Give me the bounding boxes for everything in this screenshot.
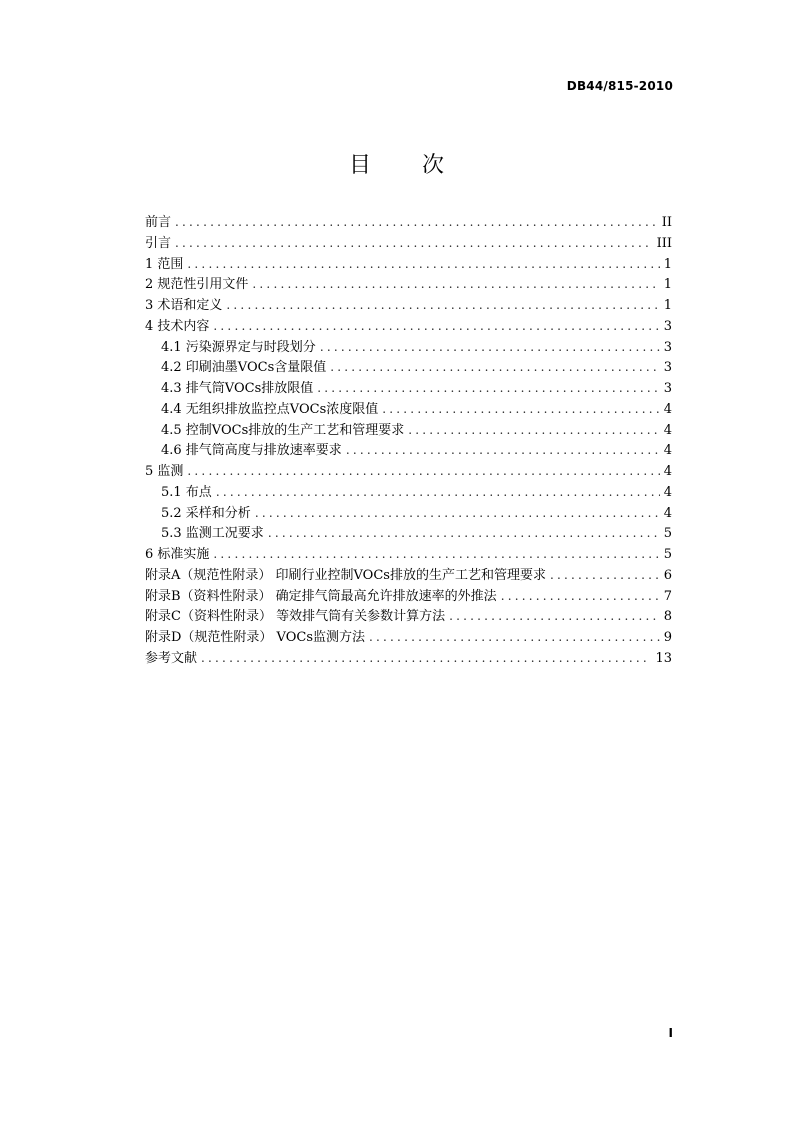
toc-entry[interactable] bbox=[145, 586, 672, 607]
toc-entry-label: 5.2 采样和分析 bbox=[161, 505, 251, 521]
toc-entry[interactable] bbox=[145, 378, 672, 399]
toc-entry[interactable] bbox=[145, 544, 672, 565]
toc-entry-label: 附录B（资料性附录） 确定排气筒最高允许排放速率的外推法 bbox=[145, 588, 497, 604]
toc-entry[interactable] bbox=[145, 461, 672, 482]
document-code: DB44/815-2010 bbox=[566, 79, 673, 93]
page-number: I bbox=[668, 1026, 673, 1040]
toc-dot-leader bbox=[175, 233, 653, 254]
toc-entry-page: 3 bbox=[663, 318, 672, 334]
toc-entry[interactable] bbox=[145, 295, 672, 316]
toc-entry-page: 5 bbox=[663, 547, 672, 562]
toc-entry-page: 3 bbox=[663, 381, 672, 396]
toc-entry-page: 4 bbox=[663, 505, 672, 521]
toc-dot-leader bbox=[216, 482, 660, 503]
toc-entry-label: 4.6 排气筒高度与排放速率要求 bbox=[161, 443, 342, 459]
table-of-contents bbox=[145, 212, 672, 669]
toc-entry-label: 参考文献 bbox=[145, 650, 198, 666]
toc-entry-label: 6 标准实施 bbox=[145, 547, 210, 562]
toc-dot-leader bbox=[268, 523, 660, 544]
toc-entry-page: 4 bbox=[663, 401, 672, 417]
toc-entry-page: 1 bbox=[663, 277, 672, 293]
toc-entry[interactable] bbox=[145, 627, 672, 648]
toc-entry-label: 4.2 印刷油墨VOCs含量限值 bbox=[161, 360, 327, 376]
toc-entry-label: 2 规范性引用文件 bbox=[145, 277, 249, 293]
toc-entry[interactable] bbox=[145, 357, 672, 378]
toc-dot-leader bbox=[187, 461, 659, 482]
toc-entry[interactable] bbox=[145, 648, 672, 669]
toc-entry-page: 3 bbox=[663, 339, 672, 355]
toc-entry-label: 3 术语和定义 bbox=[145, 298, 223, 313]
toc-dot-leader bbox=[369, 627, 660, 648]
toc-entry-label: 5.3 监测工况要求 bbox=[161, 526, 264, 542]
toc-entry-page: 4 bbox=[663, 484, 672, 500]
toc-dot-leader bbox=[501, 586, 660, 607]
toc-entry-page: 3 bbox=[663, 360, 672, 376]
toc-entry-page: 4 bbox=[663, 422, 672, 438]
toc-entry-label: 附录A（规范性附录） 印刷行业控制VOCs排放的生产工艺和管理要求 bbox=[145, 567, 546, 583]
toc-entry[interactable] bbox=[145, 274, 672, 295]
toc-dot-leader bbox=[330, 357, 659, 378]
toc-entry-label: 附录C（资料性附录） 等效排气筒有关参数计算方法 bbox=[145, 609, 446, 625]
toc-entry[interactable] bbox=[145, 254, 672, 275]
toc-dot-leader bbox=[213, 316, 659, 337]
toc-entry[interactable] bbox=[145, 565, 672, 586]
toc-entry[interactable] bbox=[145, 212, 672, 233]
toc-entry-page: II bbox=[661, 215, 672, 230]
toc-entry-page: 13 bbox=[655, 650, 672, 666]
toc-dot-leader bbox=[346, 440, 660, 461]
toc-entry-page: 4 bbox=[663, 464, 672, 479]
toc-dot-leader bbox=[320, 337, 660, 358]
toc-entry[interactable] bbox=[145, 503, 672, 524]
toc-entry-label: 引言 bbox=[145, 235, 172, 251]
toc-entry-label: 4.1 污染源界定与时段划分 bbox=[161, 339, 316, 355]
toc-entry[interactable] bbox=[145, 440, 672, 461]
toc-entry-page: III bbox=[656, 235, 672, 251]
toc-entry[interactable] bbox=[145, 420, 672, 441]
toc-dot-leader bbox=[550, 565, 660, 586]
toc-entry-label: 1 范围 bbox=[145, 256, 184, 272]
toc-entry-label: 4.5 控制VOCs排放的生产工艺和管理要求 bbox=[161, 422, 405, 438]
toc-entry-label: 附录D（规范性附录） VOCs监测方法 bbox=[145, 630, 365, 645]
toc-entry-page: 8 bbox=[663, 609, 672, 625]
toc-entry-page: 9 bbox=[663, 630, 672, 645]
toc-dot-leader bbox=[449, 606, 660, 627]
toc-entry-label: 4 技术内容 bbox=[145, 318, 210, 334]
toc-entry-page: 1 bbox=[663, 256, 672, 272]
toc-dot-leader bbox=[213, 544, 659, 565]
toc-entry-page: 4 bbox=[663, 443, 672, 459]
toc-dot-leader bbox=[408, 420, 659, 441]
toc-dot-leader bbox=[255, 503, 660, 524]
toc-entry-label: 5.1 布点 bbox=[161, 484, 212, 500]
toc-dot-leader bbox=[187, 254, 659, 275]
toc-entry-page: 7 bbox=[663, 588, 672, 604]
toc-entry-page: 6 bbox=[663, 567, 672, 583]
toc-dot-leader bbox=[382, 399, 659, 420]
toc-entry[interactable] bbox=[145, 337, 672, 358]
toc-entry[interactable] bbox=[145, 606, 672, 627]
toc-entry[interactable] bbox=[145, 233, 672, 254]
toc-entry-page: 1 bbox=[663, 298, 672, 313]
page-title: 目 次 bbox=[349, 153, 466, 178]
toc-entry[interactable] bbox=[145, 399, 672, 420]
toc-dot-leader bbox=[252, 274, 659, 295]
toc-entry-label: 4.3 排气筒VOCs排放限值 bbox=[161, 381, 314, 396]
toc-entry-label: 5 监测 bbox=[145, 464, 184, 479]
toc-dot-leader bbox=[317, 378, 659, 399]
toc-entry[interactable] bbox=[145, 482, 672, 503]
toc-dot-leader bbox=[175, 212, 658, 233]
toc-entry-label: 前言 bbox=[145, 215, 172, 230]
toc-dot-leader bbox=[226, 295, 659, 316]
toc-entry[interactable] bbox=[145, 316, 672, 337]
toc-entry[interactable] bbox=[145, 523, 672, 544]
toc-entry-page: 5 bbox=[663, 526, 672, 542]
toc-dot-leader bbox=[201, 648, 651, 669]
toc-entry-label: 4.4 无组织排放监控点VOCs浓度限值 bbox=[161, 401, 379, 417]
